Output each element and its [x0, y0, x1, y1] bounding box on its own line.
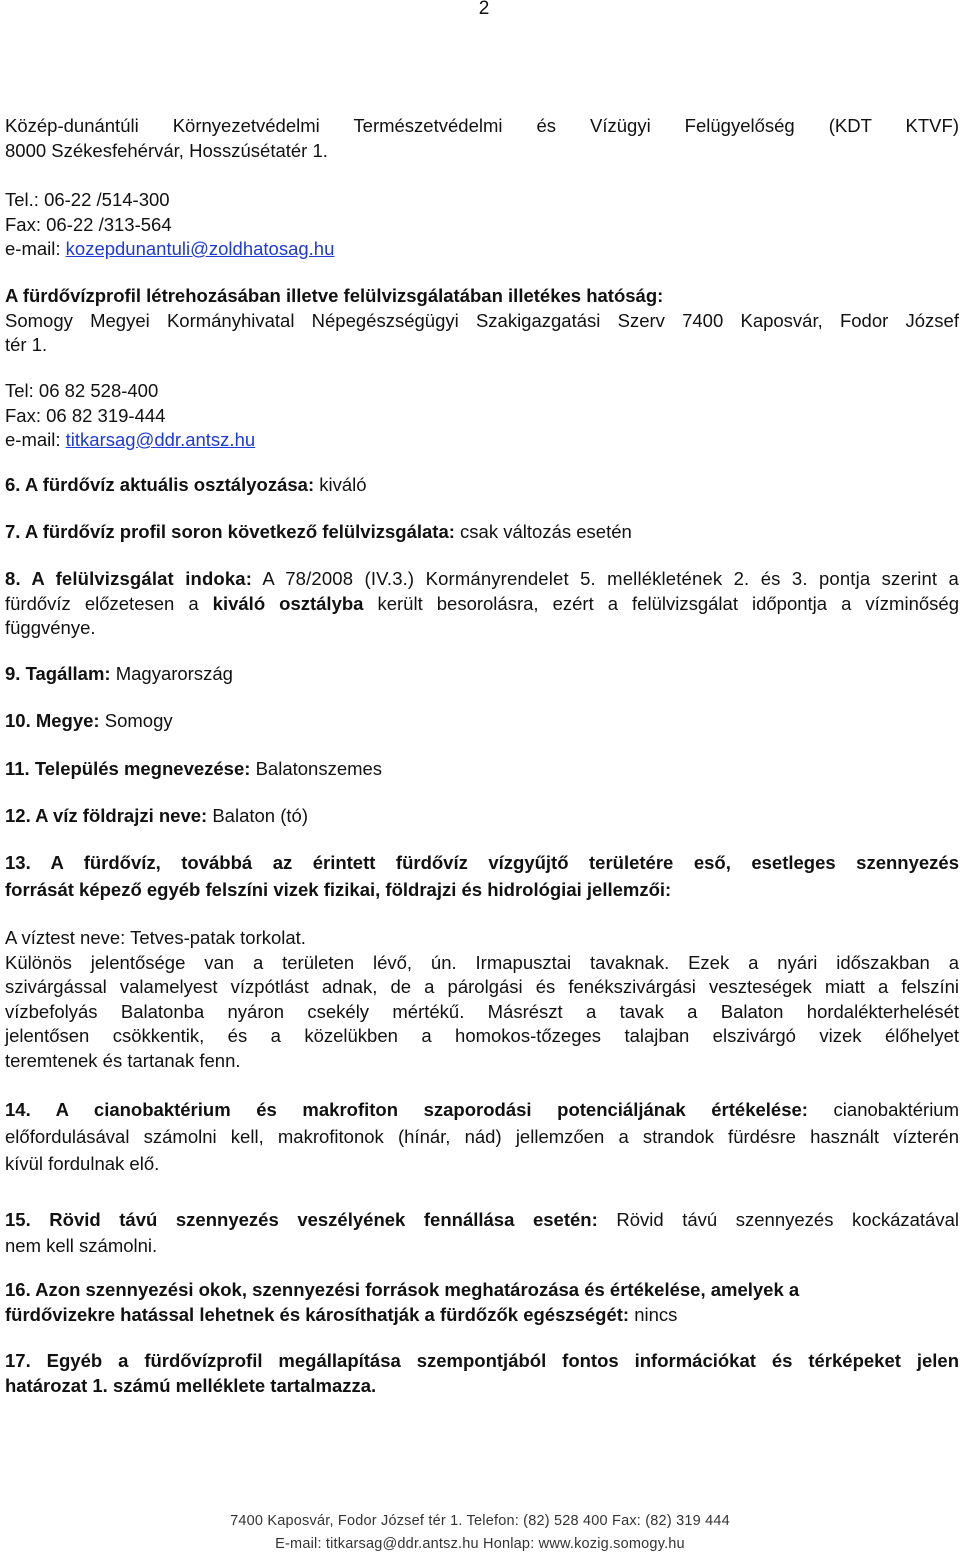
authority-email-line: e-mail: kozepdunantuli@zoldhatosag.hu: [5, 238, 335, 259]
footer-address: 7400 Kaposvár, Fodor József tér 1. Telefon: (82) 528 400 Fax: (82) 319 444: [230, 1513, 730, 1529]
authority-address: 8000 Székesfehérvár, Hosszúsétatér 1.: [5, 139, 328, 161]
page-footer: [0, 1510, 960, 1556]
authority-email-link[interactable]: kozepdunantuli@zoldhatosag.hu: [65, 238, 335, 259]
section-13-body: A víztest neve: Tetves-patak torkolat. Különös jelentősége van a területen lévő, ún. Irmapusztai tavaknak. Ezek a nyári időszakban a szivárgással valamelyest vízpótlást adnak, de a párolgási és fenékszivárgási veszteségek miatt a felszíni vízbefolyás Balatonba nyáron csekély mértékű. Másrészt a tavak a Balaton hordalékterhelését jelentősen csökkentik, és a közelükben a homokos-tőzeges talajban elszivárgó vizek élőhelyet teremtenek és tartanak fenn.: [5, 927, 959, 1071]
authority-fax: Fax: 06-22 /313-564: [5, 213, 172, 235]
section-7: 7. A fürdővíz profil soron következő felülvizsgálata: csak változás esetén: [5, 521, 632, 542]
health-fax: Fax: 06 82 319-444: [5, 404, 166, 426]
health-tel: Tel: 06 82 528-400: [5, 380, 159, 401]
page-number: 2: [478, 0, 490, 19]
section-14: 14. A cianobaktérium és makrofiton szaporodási potenciáljának értékelése: cianobaktérium előfordulásával számolni kell, makrofitonok (hínár, nád) jellemzően a strandok fürdésre használt vízterén kívül fordulnak elő.: [5, 1099, 960, 1174]
footer-contact: E-mail: titkarsag@ddr.antsz.hu Honlap: www.kozig.somogy.hu: [275, 1536, 685, 1552]
section-6: 6. A fürdővíz aktuális osztályozása: kiváló: [5, 474, 367, 495]
health-email-link[interactable]: titkarsag@ddr.antsz.hu: [65, 429, 256, 450]
section-10: 10. Megye: Somogy: [5, 710, 173, 731]
authority-name: Közép-dunántúli Környezetvédelmi Természetvédelmi és Vízügyi Felügyelőség (KDT KTVF): [5, 115, 959, 136]
section-15: 15. Rövid távú szennyezés veszélyének fennállása esetén: Rövid távú szennyezés kockázatával nem kell számolni.: [5, 1209, 959, 1256]
health-contact: [5, 379, 959, 453]
authority-block: [5, 114, 959, 163]
section-9: 9. Tagállam: Magyarország: [5, 663, 233, 684]
authority-tel: Tel.: 06-22 /514-300: [5, 189, 170, 210]
health-email-line: e-mail: titkarsag@ddr.antsz.hu: [5, 429, 256, 450]
section-11: 11. Település megnevezése: Balatonszemes: [5, 758, 383, 779]
health-authority-heading: A fürdővízprofil létrehozásában illetve felülvizsgálatában illetékes hatóság:: [5, 285, 664, 306]
section-12: 12. A víz földrajzi neve: Balaton (tó): [5, 805, 308, 826]
health-authority-address: tér 1.: [5, 334, 48, 355]
health-authority-block: [5, 284, 959, 358]
health-authority-name: Somogy Megyei Kormányhivatal Népegészségügyi Szakigazgatási Szerv 7400 Kaposvár, Fodor József: [5, 309, 959, 331]
section-8: 8. A felülvizsgálat indoka: A 78/2008 (IV.3.) Kormányrendelet 5. mellékletének 2. és 3. pontja szerint a fürdővíz előzetesen a kiváló osztályba került besorolásra, ezért a felülvizsgálat időpontja a vízminőség függvénye.: [5, 568, 959, 638]
section-16: 16. Azon szennyezési okok, szennyezési források meghatározása és értékelése, amelyek a fürdővizekre hatással lehetnek és károsíthatják a fürdőzők egészségét: nincs: [5, 1279, 800, 1325]
section-13-heading: 13. A fürdővíz, továbbá az érintett fürdővíz vízgyűjtő területére eső, esetleges szennyezés forrását képező egyéb felszíni vizek fizikai, földrajzi és hidrológiai jellemzői:: [5, 852, 959, 900]
authority-contact: [5, 188, 959, 262]
section-17: 17. Egyéb a fürdővízprofil megállapítása szempontjából fontos információkat és térképeket jelen határozat 1. számú melléklete tartalmazza.: [5, 1350, 959, 1396]
